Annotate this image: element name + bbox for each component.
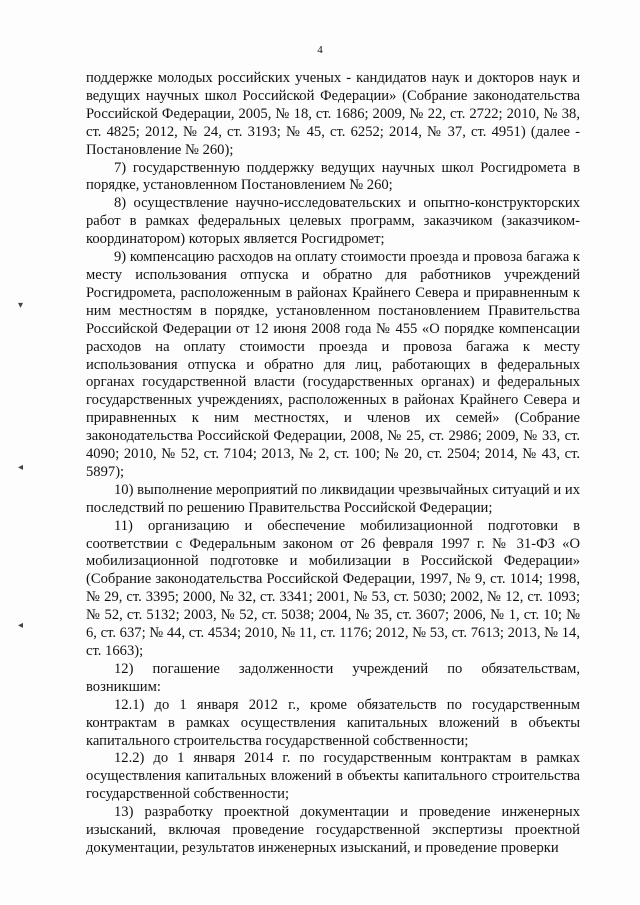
paragraph-continuation: поддержке молодых российских ученых - кандидатов наук и докторов наук и ведущих научных школ Российской Федерации» (Собрание законодательства Российской Федерации, 2005, № 18, ст. 1686; 2009, № 22, ст. 2722; 2010, № 38, ст. 4825; 2012, № 24, ст. 3193; № 45, ст. 6252; 2014, № 37, ст. 4951) (далее - Постановление № 260); xyxy=(86,70,580,158)
document-body xyxy=(86,70,580,858)
paragraph-item-7: 7) государственную поддержку ведущих научных школ Росгидромета в порядке, установленном Постановлением № 260; xyxy=(86,159,580,194)
paragraph-item-10: 10) выполнение мероприятий по ликвидации чрезвычайных ситуаций и их последствий по решению Правительства Российской Федерации; xyxy=(86,481,580,516)
paragraph-item-12-1: 12.1) до 1 января 2012 г., кроме обязательств по государственным контрактам в рамках осуществления капитальных вложений в объекты капитального строительства государственной собственности; xyxy=(86,696,580,749)
margin-mark: ▾ xyxy=(18,300,24,311)
paragraph-item-13: 13) разработку проектной документации и проведение инженерных изысканий, включая проведение государственной экспертизы проектной документации, результатов инженерных изысканий, и проведение проверки xyxy=(86,804,580,856)
margin-mark: ◂ xyxy=(18,462,24,473)
paragraph-item-12: 12) погашение задолженности учреждений по обязательствам, возникшим: xyxy=(86,660,580,695)
paragraph-item-12-2: 12.2) до 1 января 2014 г. по государственным контрактам в рамках осуществления капитальных вложений в объекты капитального строительства государственной собственности; xyxy=(86,750,580,803)
paragraph-item-9: 9) компенсацию расходов на оплату стоимости проезда и провоза багажа к месту использования отпуска и обратно для работников учреждений Росгидромета, расположенным в районах Крайнего Севера и приравненным к ним местностям в порядке, установленном постановлением Правительства Российской Федерации от 12 июня 2008 года № 455 «О порядке компенсации расходов на оплату стоимости проезда и провоза багажа к месту использования отпуска и обратно для лиц, работающих в федеральных органах государственной власти (государственных органах) и федеральных государственных учреждениях, расположенных в районах Крайнего Севера и приравненных к ним местностях, и членов их семей» (Собрание законодательства Российской Федерации, 2008, № 25, ст. 2986; 2009, № 33, ст. 4090; 2010, № 52, ст. 7104; 2013, № 2, ст. 100; № 20, ст. 2504; 2014, № 43, ст. 5897); xyxy=(86,249,580,480)
paragraph-item-11: 11) организацию и обеспечение мобилизационной подготовки в соответствии с Федеральным законом от 26 февраля 1997 г. № 31-ФЗ «О мобилизационной подготовке и мобилизации в Российской Федерации» (Собрание законодательства Российской Федерации, 1997, № 9, ст. 1014; 1998, № 29, ст. 3395; 2000, № 32, ст. 3341; 2001, № 53, ст. 5030; 2002, № 12, ст. 1093; № 52, ст. 5132; 2003, № 52, ст. 5038; 2004, № 35, ст. 3607; 2006, № 1, ст. 10; № 6, ст. 637; № 44, ст. 4534; 2010, № 11, ст. 1176; 2012, № 53, ст. 7613; 2013, № 14, ст. 1663); xyxy=(86,517,580,659)
page-number: 4 xyxy=(317,44,323,56)
margin-mark: ◂ xyxy=(18,620,24,631)
paragraph-item-8: 8) осуществление научно-исследовательских и опытно-конструкторских работ в рамках федеральных целевых программ, заказчиком (заказчиком-координатором) которых является Росгидромет; xyxy=(86,195,580,248)
